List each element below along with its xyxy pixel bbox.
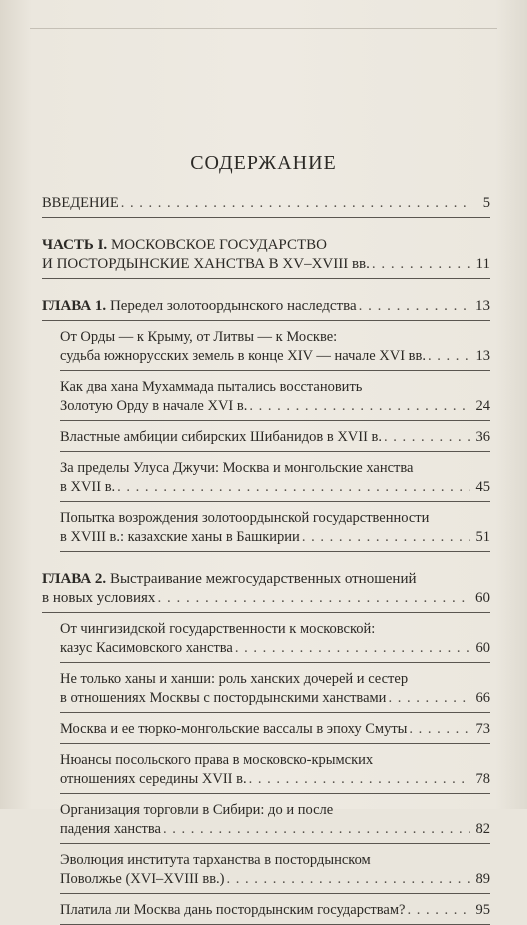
- entry-rule: [60, 843, 490, 844]
- toc-page-number: 11: [475, 256, 490, 272]
- leader-dots: [359, 297, 470, 316]
- toc-page-number: 78: [475, 771, 490, 787]
- leader-dots: [163, 820, 470, 839]
- entry-rule: [60, 743, 490, 744]
- toc-entry-lead: ГЛАВА 1.: [42, 298, 107, 314]
- toc-entry-line: Нюансы посольского права в московско-крымских: [60, 752, 374, 768]
- toc-page-number: 36: [475, 429, 490, 445]
- leader-dots: [407, 901, 470, 920]
- toc-entry: [60, 666, 490, 713]
- leader-dots: [428, 347, 470, 366]
- toc-entry-line: От Орды — к Крыму, от Литвы — к Москве:: [60, 329, 338, 345]
- leader-dots: [372, 255, 470, 274]
- toc-page-number: 45: [475, 479, 490, 495]
- toc-entry: [60, 747, 490, 794]
- toc-entry-line: падения ханства: [60, 821, 161, 837]
- toc-entry-line: Не только ханы и ханши: роль ханских дочерей и сестер: [60, 671, 409, 687]
- entry-rule: [60, 793, 490, 794]
- toc-entry: [60, 505, 490, 552]
- toc-entry: [60, 897, 490, 925]
- running-header-rule: [30, 28, 497, 29]
- toc-page-number: 60: [475, 590, 490, 606]
- toc-entry-line: в новых условиях: [42, 590, 156, 606]
- toc-entry: [60, 324, 490, 371]
- toc-entry-line: И ПОСТОРДЫНСКИЕ ХАНСТВА В XV–XVIII вв.: [42, 256, 370, 272]
- toc-entry-lead: ГЛАВА 2.: [42, 571, 107, 587]
- toc-entry-line: ВВЕДЕНИЕ: [42, 195, 119, 211]
- toc-entry-lead: ЧАСТЬ I.: [42, 237, 108, 253]
- toc-entry: [42, 190, 490, 218]
- toc-entry: [60, 847, 490, 894]
- toc-entry: [42, 293, 490, 321]
- toc-entry-line: в отношениях Москвы с постордынскими ханствами: [60, 690, 387, 706]
- leader-dots: [117, 478, 470, 497]
- leader-dots: [388, 689, 470, 708]
- toc-entry: [60, 424, 490, 452]
- toc-page-number: 73: [475, 721, 490, 737]
- toc-page-number: 60: [475, 640, 490, 656]
- toc-entry-line: Попытка возрождения золотоордынской государственности: [60, 510, 430, 526]
- leader-dots: [409, 720, 470, 739]
- toc-entry-line: ГЛАВА 1. Передел золотоордынского наследства: [42, 298, 357, 314]
- entry-rule: [42, 612, 490, 613]
- toc-entry: [60, 455, 490, 502]
- leader-dots: [235, 639, 470, 658]
- toc-entry-line: в XVII в.: [60, 479, 116, 495]
- toc-entry: [42, 232, 490, 279]
- toc-entry-line: Золотую Орду в начале XVI в.: [60, 398, 248, 414]
- toc-entry-line: Как два хана Мухаммада пытались восстановить: [60, 379, 363, 395]
- leader-dots: [384, 428, 470, 447]
- entry-rule: [60, 662, 490, 663]
- toc-page-number: 66: [475, 690, 490, 706]
- toc-entry: [60, 374, 490, 421]
- entry-rule: [42, 278, 490, 279]
- toc-entry-line: ЧАСТЬ I. МОСКОВСКОЕ ГОСУДАРСТВО: [42, 237, 327, 253]
- toc-entry-line: Организация торговли в Сибири: до и после: [60, 802, 334, 818]
- toc-entry-line: От чингизидской государственности к московской:: [60, 621, 376, 637]
- toc-title: СОДЕРЖАНИЕ: [190, 152, 337, 174]
- toc-entry-line: судьба южнорусских земель в конце XIV — начале XVI вв.: [60, 348, 426, 364]
- toc-page-number: 5: [482, 195, 490, 211]
- toc-entry-line: Москва и ее тюрко-монгольские вассалы в эпоху Смуты: [60, 721, 408, 737]
- toc-page-number: 51: [475, 529, 490, 545]
- toc-page-number: 24: [475, 398, 490, 414]
- leader-dots: [121, 194, 470, 213]
- toc-entry-line: Поволжье (XVI–XVIII вв.): [60, 871, 225, 887]
- toc-entry-line: Платила ли Москва дань постордынским государствам?: [60, 902, 406, 918]
- entry-rule: [42, 217, 490, 218]
- leader-dots: [227, 870, 470, 889]
- toc-entry: [42, 566, 490, 613]
- entry-rule: [60, 501, 490, 502]
- toc-entry-line: отношениях середины XVII в.: [60, 771, 247, 787]
- leader-dots: [302, 528, 470, 547]
- toc-entry-line: Эволюция института тарханства в постордынском: [60, 852, 371, 868]
- leader-dots: [249, 770, 470, 789]
- table-of-contents: [42, 190, 490, 925]
- entry-rule: [60, 451, 490, 452]
- toc-entry-line: ГЛАВА 2. Выстраивание межгосударственных отношений: [42, 571, 417, 587]
- toc-page-number: 13: [475, 348, 490, 364]
- entry-rule: [60, 370, 490, 371]
- toc-entry: [60, 616, 490, 663]
- toc-entry: [60, 716, 490, 744]
- toc-page-number: 13: [475, 298, 490, 314]
- entry-rule: [60, 420, 490, 421]
- leader-dots: [249, 397, 470, 416]
- toc-page-number: 95: [475, 902, 490, 918]
- toc-entry-line: казус Касимовского ханства: [60, 640, 233, 656]
- toc-page-number: 82: [475, 821, 490, 837]
- entry-rule: [60, 551, 490, 552]
- entry-rule: [60, 712, 490, 713]
- toc-entry-line: Властные амбиции сибирских Шибанидов в XVII в.: [60, 429, 383, 445]
- toc-entry-line: в XVIII в.: казахские ханы в Башкирии: [60, 529, 300, 545]
- toc-entry: [60, 797, 490, 844]
- entry-rule: [60, 893, 490, 894]
- toc-page-number: 89: [475, 871, 490, 887]
- leader-dots: [157, 589, 470, 608]
- toc-entry-line: За пределы Улуса Джучи: Москва и монгольские ханства: [60, 460, 414, 476]
- entry-rule: [42, 320, 490, 321]
